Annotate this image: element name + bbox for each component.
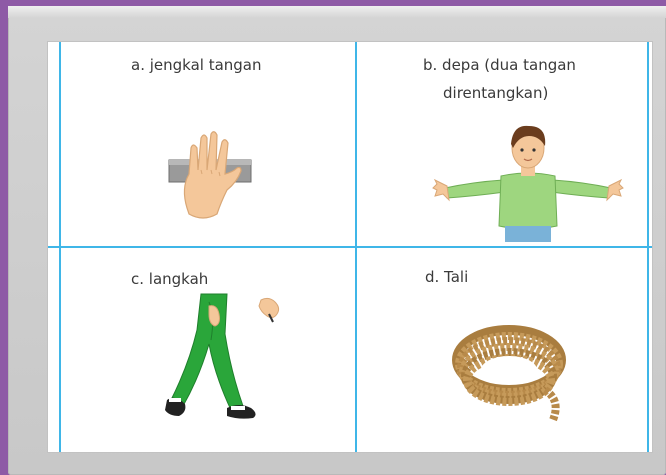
- frame-top-strip: [8, 6, 666, 18]
- coiled-rope-icon: [453, 312, 573, 424]
- illustration-sheet: [48, 42, 652, 452]
- panel-d: [357, 248, 647, 452]
- panel-d-caption: d. Tali: [425, 268, 469, 286]
- panel-a-caption: a. jengkal tangan: [131, 56, 262, 74]
- boy-arms-spread-icon: [433, 122, 623, 244]
- hand-span-icon: [167, 130, 257, 225]
- panel-b-caption-line2: direntangkan): [443, 84, 549, 102]
- slide-frame: [8, 6, 666, 475]
- panel-b-caption-line1: b. depa (dua tangan: [423, 56, 576, 74]
- panel-b: [357, 42, 647, 246]
- panel-c: [61, 248, 355, 452]
- panel-a: [61, 42, 355, 246]
- panel-c-caption: c. langkah: [131, 270, 209, 288]
- walking-legs-icon: [165, 294, 285, 434]
